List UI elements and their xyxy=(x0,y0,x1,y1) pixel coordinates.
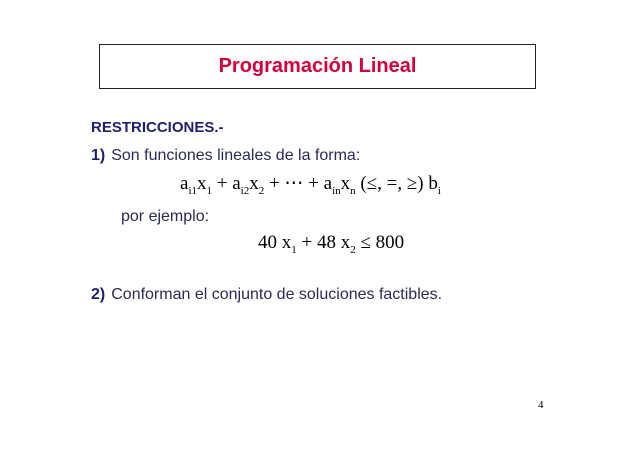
page-number: 4 xyxy=(538,399,544,411)
example-constraint-formula: 40 $x_1 + 48$ $x_2 \le 800$ xyxy=(258,232,405,256)
item-number: 2) xyxy=(91,286,106,303)
section-heading: RESTRICCIONES.- xyxy=(91,119,224,136)
list-item-2 xyxy=(91,286,442,304)
item-text: Conforman el conjunto de soluciones factibles. xyxy=(111,286,443,303)
general-constraint-formula: $a_{i1}x_1 + a_{i2}x_2$ + ⋯ + $a_{in}x_n$ (≤, =, ≥) $b_i$ xyxy=(180,173,441,197)
list-item-1 xyxy=(91,147,360,165)
example-label: por ejemplo: xyxy=(121,208,210,225)
item-number: 1) xyxy=(91,147,106,164)
item-text: Son funciones lineales de la forma: xyxy=(111,147,361,164)
slide-title: Programación Lineal xyxy=(218,55,417,77)
title-box xyxy=(99,44,536,89)
